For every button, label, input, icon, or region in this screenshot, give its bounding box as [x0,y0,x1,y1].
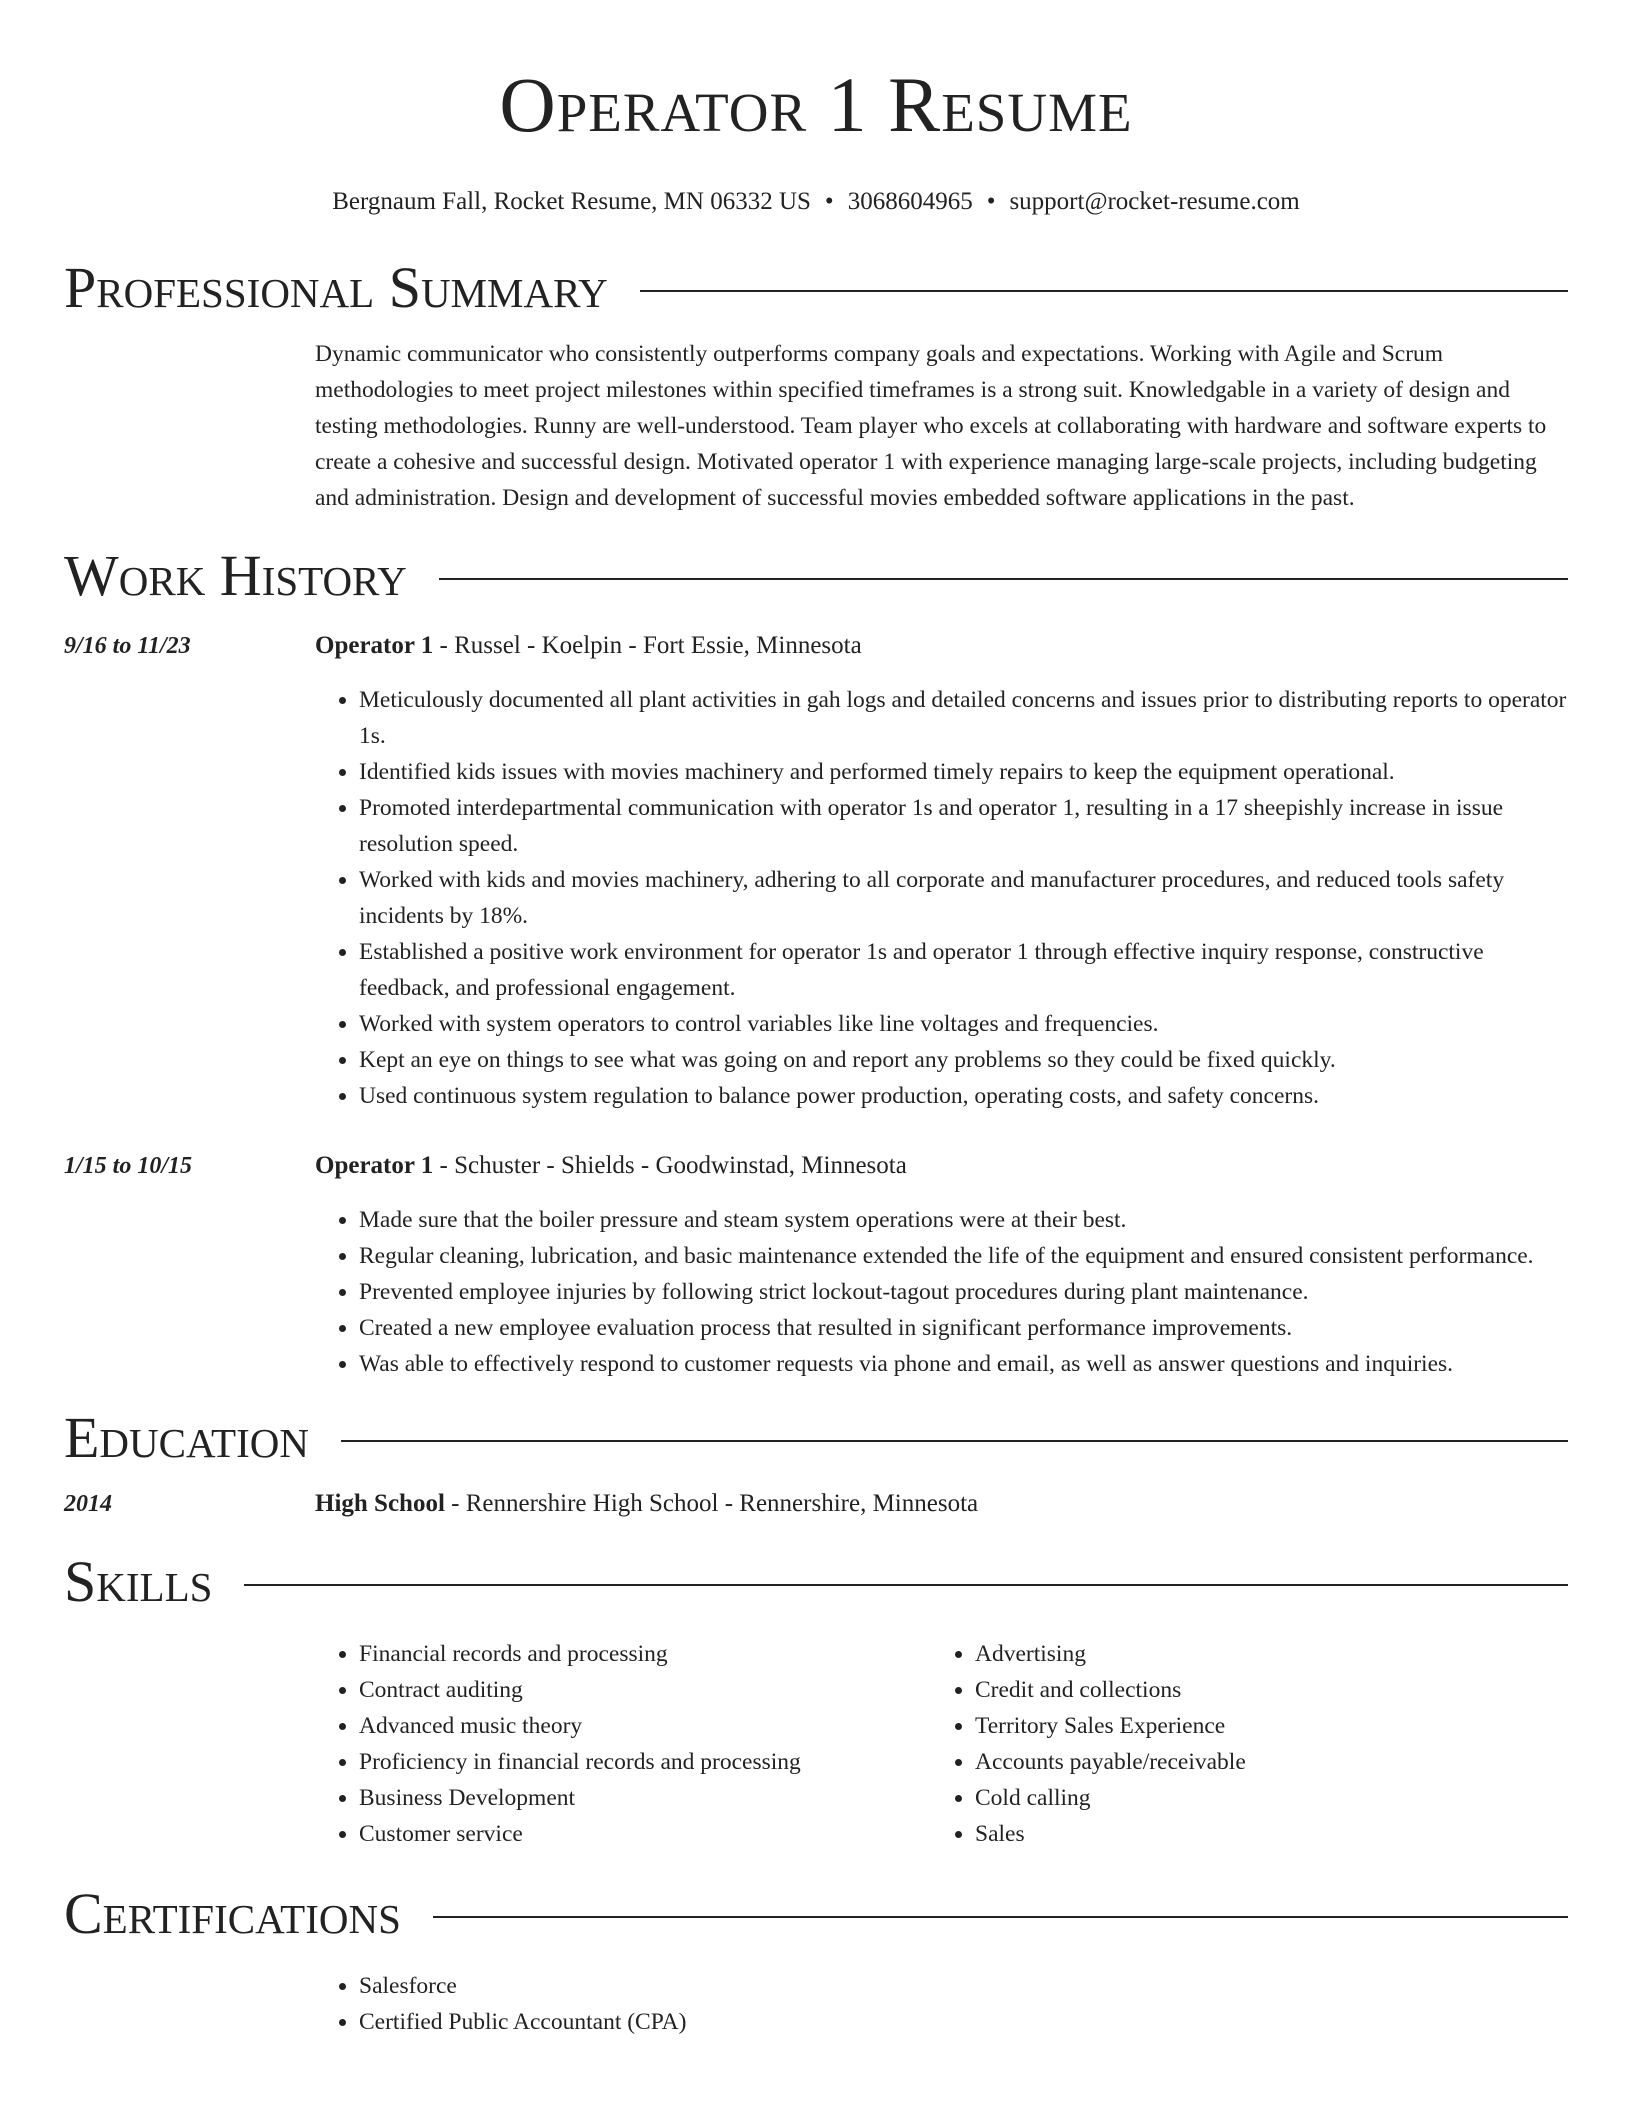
education-detail [315,1486,1568,1522]
certification-item: • Salesforce [359,1968,1568,2004]
job-entry [64,628,1568,1114]
skill-item: • Business Development [359,1780,931,1816]
education-section-header [64,1404,1568,1472]
job-bullet: • Regular cleaning, lubrication, and basic maintenance extended the life of the equipment and ensured consistent performance. [359,1238,1568,1274]
skill-item: • Accounts payable/receivable [975,1744,1568,1780]
job-bullet: • Worked with system operators to control variables like line voltages and frequencies. [359,1006,1568,1042]
job-dates: 9/16 to 11/23 [64,633,191,659]
section-divider [439,578,1568,580]
skills-heading: Skills [64,1549,213,1614]
section-divider [341,1440,1568,1442]
contact-phone: 3068604965 [847,188,973,215]
job-bullet: • Made sure that the boiler pressure and steam system operations were at their best. [359,1202,1568,1238]
work-section-header [64,542,1568,610]
job-bullet: • Created a new employee evaluation process that resulted in significant performance improvements. [359,1310,1568,1346]
job-title: Operator 1 [315,632,434,659]
skill-item: • Financial records and processing [359,1636,931,1672]
job-bullet: • Kept an eye on things to see what was going on and report any problems so they could be fixed quickly. [359,1042,1568,1078]
certification-item: • Certified Public Accountant (CPA) [359,2004,1568,2040]
skills-list [315,1636,1568,1852]
contact-address: Bergnaum Fall, Rocket Resume, MN 06332 US [332,188,811,215]
education-degree: High School [315,1490,445,1517]
section-divider [244,1584,1568,1586]
resume-title: Operator 1 Resume [499,61,1133,148]
skill-item: • Proficiency in financial records and processing [359,1744,931,1780]
education-title-line [315,1486,1568,1522]
contact-email: support@rocket-resume.com [1009,188,1300,215]
skill-item: • Credit and collections [975,1672,1568,1708]
summary-section-header [64,254,1568,322]
job-employer: - Schuster - Shields - Goodwinstad, Minnesota [433,1152,907,1179]
education-entry [64,1486,1568,1522]
contact-separator: • [986,188,996,215]
job-bullet: • Meticulously documented all plant activities in gah logs and detailed concerns and issues prior to distributing reports to operator 1s. [359,682,1568,754]
job-bullet: • Established a positive work environment for operator 1s and operator 1 through effective inquiry response, constructive feedback, and professional engagement. [359,934,1568,1006]
summary-text: Dynamic communicator who consistently outperforms company goals and expectations. Working with Agile and Scrum methodologies to meet project milestones within specified timeframes is a strong suit. Knowledgable in a variety of design and testing methodologies. Runny are well-understood. Team player who excels at collaborating with hardware and software experts to create a cohesive and successful design. Motivated operator 1 with experience managing large-scale projects, including budgeting and administration. Design and development of successful movies embedded software applications in the past. [315,341,1547,511]
job-bullet: • Was able to effectively respond to customer requests via phone and email, as well as answer questions and inquiries. [359,1346,1568,1382]
job-detail [315,1148,1568,1382]
skill-item: • Territory Sales Experience [975,1708,1568,1744]
job-bullets [315,682,1568,1114]
section-divider [640,290,1568,292]
section-divider [433,1916,1568,1918]
work-heading: Work History [64,543,407,608]
job-bullets [315,1202,1568,1382]
resume-page [64,0,1568,2040]
skill-item: • Cold calling [975,1780,1568,1816]
job-entry [64,1148,1568,1382]
job-title: Operator 1 [315,1152,434,1179]
education-school: - Rennershire High School - Rennershire, Minnesota [444,1490,979,1517]
job-title-line [315,628,1568,664]
skill-item: • Advertising [975,1636,1568,1672]
skill-item: • Customer service [359,1816,931,1852]
education-heading: Education [64,1405,309,1470]
skills-column-left [315,1636,931,1852]
certifications-heading: Certifications [64,1881,401,1946]
job-bullet: • Identified kids issues with movies machinery and performed timely repairs to keep the equipment operational. [359,754,1568,790]
summary-heading: Professional Summary [64,255,608,320]
skill-item: • Sales [975,1816,1568,1852]
job-bullet: • Used continuous system regulation to balance power production, operating costs, and safety concerns. [359,1078,1568,1114]
job-bullet: • Worked with kids and movies machinery, adhering to all corporate and manufacturer procedures, and reduced tools safety incidents by 18%. [359,862,1568,934]
skill-item: • Advanced music theory [359,1708,931,1744]
job-title-line [315,1148,1568,1184]
contact-separator: • [824,188,834,215]
job-bullet: • Promoted interdepartmental communication with operator 1s and operator 1, resulting in a 17 sheepishly increase in issue resolution speed. [359,790,1568,862]
skill-item: • Contract auditing [359,1672,931,1708]
job-employer: - Russel - Koelpin - Fort Essie, Minnesota [433,632,862,659]
job-bullet: • Prevented employee injuries by following strict lockout-tagout procedures during plant maintenance. [359,1274,1568,1310]
job-detail [315,628,1568,1114]
skills-column-right [931,1636,1568,1852]
certifications-section-header [64,1880,1568,1948]
education-year: 2014 [64,1491,112,1517]
job-dates: 1/15 to 10/15 [64,1153,193,1179]
contact-line [64,186,1568,218]
certifications-list [315,1968,1568,2040]
skills-section-header [64,1548,1568,1616]
